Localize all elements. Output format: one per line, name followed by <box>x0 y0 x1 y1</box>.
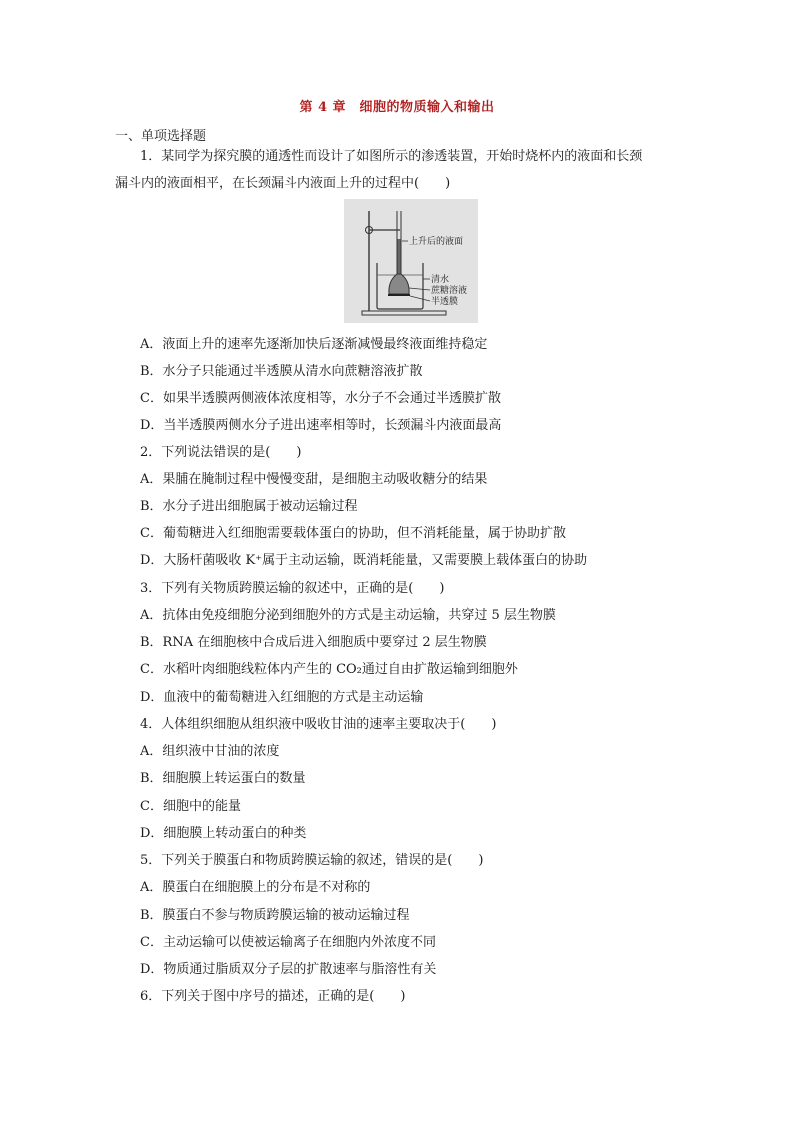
question-1-option-c: C．如果半透膜两侧液体浓度相等，水分子不会通过半透膜扩散 <box>140 391 501 406</box>
osmosis-apparatus-figure <box>344 199 478 323</box>
question-4-option-b: B．细胞膜上转运蛋白的数量 <box>140 771 306 786</box>
label-membrane: 半透膜 <box>431 297 459 307</box>
question-2-option-b: B．水分子进出细胞属于被动运输过程 <box>140 499 358 514</box>
chapter-title: 第 4 章 细胞的物质输入和输出 <box>299 100 495 115</box>
label-risen-level: 上升后的液面 <box>409 237 464 247</box>
question-5-option-b: B．膜蛋白不参与物质跨膜运输的被动运输过程 <box>140 908 410 923</box>
question-3-option-b: B．RNA 在细胞核中合成后进入细胞质中要穿过 2 层生物膜 <box>140 635 487 650</box>
question-4-option-a: A．组织液中甘油的浓度 <box>140 744 280 759</box>
question-2-stem: 2．下列说法错误的是( ) <box>140 445 302 460</box>
question-6-stem: 6．下列关于图中序号的描述，正确的是( ) <box>140 989 406 1004</box>
risen-liquid-column <box>398 239 401 274</box>
question-3-option-a: A．抗体由免疫细胞分泌到细胞外的方式是主动运输，共穿过 5 层生物膜 <box>140 608 556 623</box>
label-water: 清水 <box>431 275 450 285</box>
question-1-option-b: B．水分子只能通过半透膜从清水向蔗糖溶液扩散 <box>140 364 423 379</box>
section-heading: 一、单项选择题 <box>115 129 207 144</box>
question-5-option-a: A．膜蛋白在细胞膜上的分布是不对称的 <box>140 880 371 895</box>
funnel-bulb <box>389 274 409 294</box>
question-1-option-a: A．液面上升的速率先逐渐加快后逐渐减慢最终液面维持稳定 <box>140 337 488 352</box>
question-4-option-d: D．细胞膜上转动蛋白的种类 <box>140 826 307 841</box>
question-2-option-c: C．葡萄糖进入红细胞需要载体蛋白的协助，但不消耗能量，属于协助扩散 <box>140 526 566 541</box>
question-2-option-d: D．大肠杆菌吸收 K⁺属于主动运输，既消耗能量，又需要膜上载体蛋白的协助 <box>140 553 588 568</box>
question-5-option-d: D．物质通过脂质双分子层的扩散速率与脂溶性有关 <box>140 962 437 977</box>
question-5-stem: 5．下列关于膜蛋白和物质跨膜运输的叙述，错误的是( ) <box>140 853 484 868</box>
question-1-option-d: D．当半透膜两侧水分子进出速率相等时，长颈漏斗内液面最高 <box>140 418 502 433</box>
question-3-option-c: C．水稻叶肉细胞线粒体内产生的 CO₂通过自由扩散运输到细胞外 <box>140 662 518 677</box>
question-1-stem-line-1: 1．某同学为探究膜的通透性而设计了如图所示的渗透装置，开始时烧杯内的液面和长颈 <box>140 149 643 164</box>
osmosis-diagram <box>344 199 478 323</box>
question-2-option-a: A．果脯在腌制过程中慢慢变甜，是细胞主动吸收糖分的结果 <box>140 472 488 487</box>
question-3-option-d: D．血液中的葡萄糖进入红细胞的方式是主动运输 <box>140 690 424 705</box>
question-3-stem: 3．下列有关物质跨膜运输的叙述中，正确的是( ) <box>140 581 445 596</box>
question-1-stem-line-2: 漏斗内的液面相平，在长颈漏斗内液面上升的过程中( ) <box>115 176 451 191</box>
question-4-stem: 4．人体组织细胞从组织液中吸收甘油的速率主要取决于( ) <box>140 717 497 732</box>
question-4-option-c: C．细胞中的能量 <box>140 799 241 814</box>
question-5-option-c: C．主动运输可以使被运输离子在细胞内外浓度不同 <box>140 935 436 950</box>
stand-base <box>362 311 446 315</box>
label-sucrose-solution: 蔗糖溶液 <box>431 286 468 296</box>
